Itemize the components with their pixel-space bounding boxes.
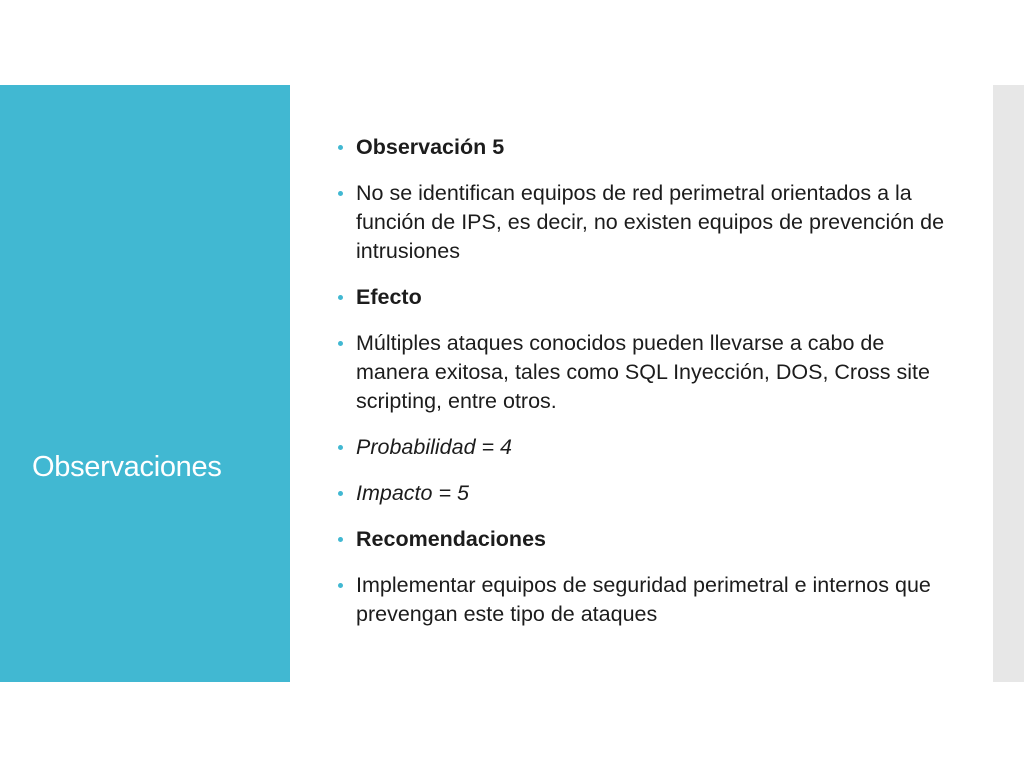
bullet-icon	[338, 191, 343, 196]
bullet-item-recommendation-description	[336, 571, 956, 629]
bullet-item-effect-description	[336, 329, 956, 416]
bullet-text: Observación 5	[356, 135, 505, 159]
bullet-text: No se identifican equipos de red perimetral orientados a la función de IPS, es decir, no existen equipos de prevención de intrusiones	[356, 181, 945, 263]
bullet-icon	[338, 145, 343, 150]
bullet-list	[336, 133, 956, 629]
bullet-icon	[338, 445, 343, 450]
right-decorative-strip	[993, 85, 1024, 682]
bullet-item-efecto	[336, 283, 956, 312]
slide-title: Observaciones	[32, 451, 222, 483]
bullet-item-observacion	[336, 133, 956, 162]
bullet-item-probabilidad	[336, 433, 956, 462]
bullet-icon	[338, 583, 343, 588]
bullet-text: Recomendaciones	[356, 527, 546, 551]
bullet-text: Probabilidad = 4	[356, 435, 512, 459]
bullet-text: Impacto = 5	[356, 481, 469, 505]
bullet-icon	[338, 491, 343, 496]
bullet-item-impacto	[336, 479, 956, 508]
bullet-icon	[338, 295, 343, 300]
content-area	[336, 133, 956, 646]
bullet-text: Múltiples ataques conocidos pueden llevarse a cabo de manera exitosa, tales como SQL Inyección, DOS, Cross site scripting, entre otros.	[356, 331, 930, 413]
title-panel	[0, 85, 290, 682]
bullet-text: Efecto	[356, 285, 422, 309]
bullet-icon	[338, 341, 343, 346]
bullet-item-recomendaciones	[336, 525, 956, 554]
bullet-text: Implementar equipos de seguridad perimetral e internos que prevengan este tipo de ataques	[356, 573, 931, 626]
bullet-item-description	[336, 179, 956, 266]
bullet-icon	[338, 537, 343, 542]
